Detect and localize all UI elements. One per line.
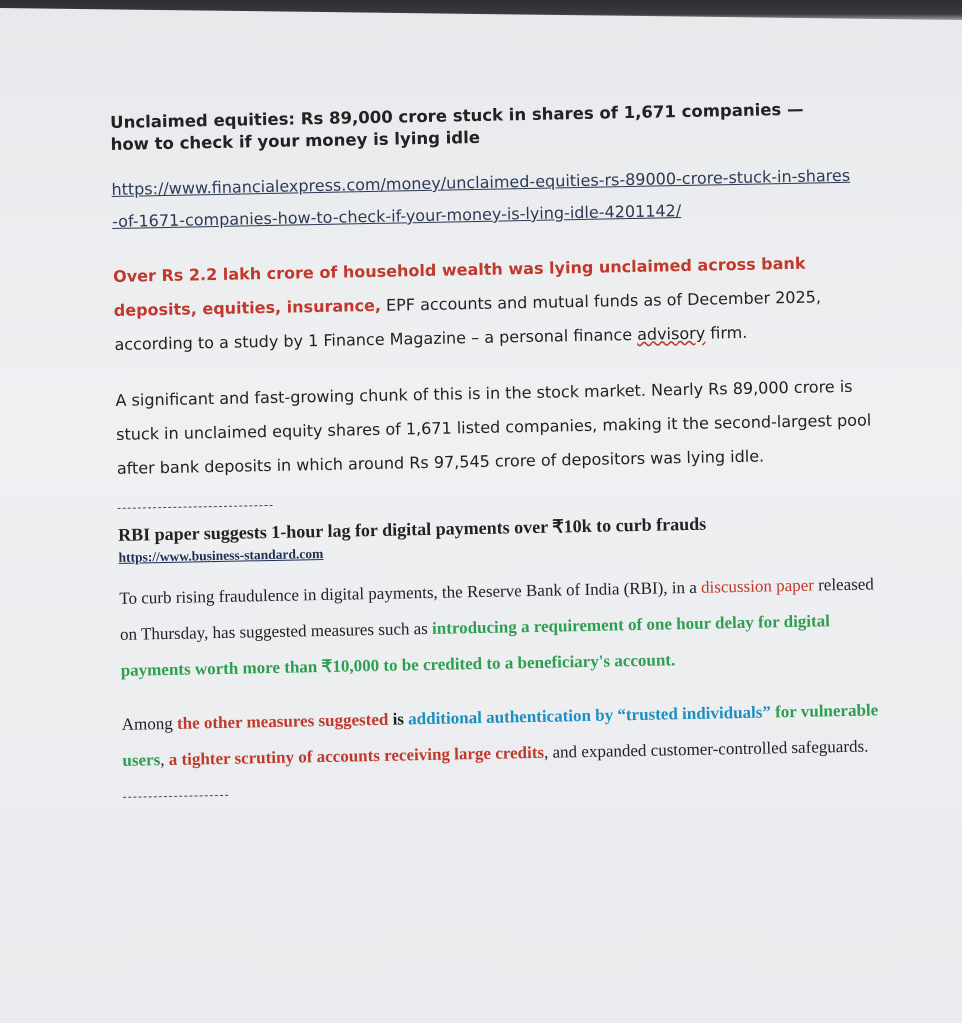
article2-p1-red: discussion paper [700,575,815,597]
article2-p2-ending: , and expanded customer-controlled safeguards. [543,736,869,762]
article2-p2-red: the other measures suggested [176,709,389,733]
article2-p2-is: is [388,709,409,729]
article2-p1-green: introducing a requirement of one hour delay for digital payments worth more than ₹10,000 to be credited to a beneficiary's account. [120,611,831,680]
article2-p2-green: for vulnerable users [122,700,879,770]
article1-paragraph2: A significant and fast-growing chunk of this is in the stock market. Nearly Rs 89,000 crore is stuck in unclaimed equity shares of 1,671 listed companies, making it the second-largest pool after bank deposits in which around Rs 97,545 crore of depositors was lying idle. [115,376,872,478]
article2-p2-intro: Among [121,713,178,734]
article2-paragraph2 [121,692,882,779]
article1-title: Unclaimed equities: Rs 89,000 crore stuck in shares of 1,671 companies — how to check if your money is lying idle [110,99,804,154]
article2-p2-red2: a tighter scrutiny of accounts receiving large credits [168,742,545,769]
separator [118,505,273,509]
article2-p2-blue: additional authentication by “trusted individuals” [408,702,772,729]
article2-p1-middle: released on Thursday, has suggested measures such as [119,574,875,644]
document-body [110,97,893,798]
article1-p1-text: EPF accounts and mutual funds as of December 2025, according to a study by 1 Finance Magazine – a personal finance [114,287,822,354]
article2-p2-comma: , [160,749,169,770]
article2-paragraph1 [119,566,881,689]
article1-paragraph1 [113,245,875,362]
monitor-bezel [0,0,962,20]
article2-title: RBI paper suggests 1-hour lag for digital payments over ₹10k to curb frauds [117,513,707,545]
article1-link[interactable]: https://www.financialexpress.com/money/unclaimed-equities-rs-89000-crore-stuck-in-shares-of-1671-companies-how-to-check-if-your-money-is-lying-idle-4201142/ [111,165,851,231]
article1-p1-end: firm. [705,322,748,343]
separator-end [123,795,228,798]
article1-highlight: Over Rs 2.2 lakh crore of household wealth was lying unclaimed across bank deposits, equities, insurance, [112,253,806,320]
spellcheck-word: advisory [636,323,706,344]
article2-p1-intro: To curb rising fraudulence in digital payments, the Reserve Bank of India (RBI), in a [119,577,702,608]
article2-link[interactable]: https://www.business-standard.com [118,545,324,565]
